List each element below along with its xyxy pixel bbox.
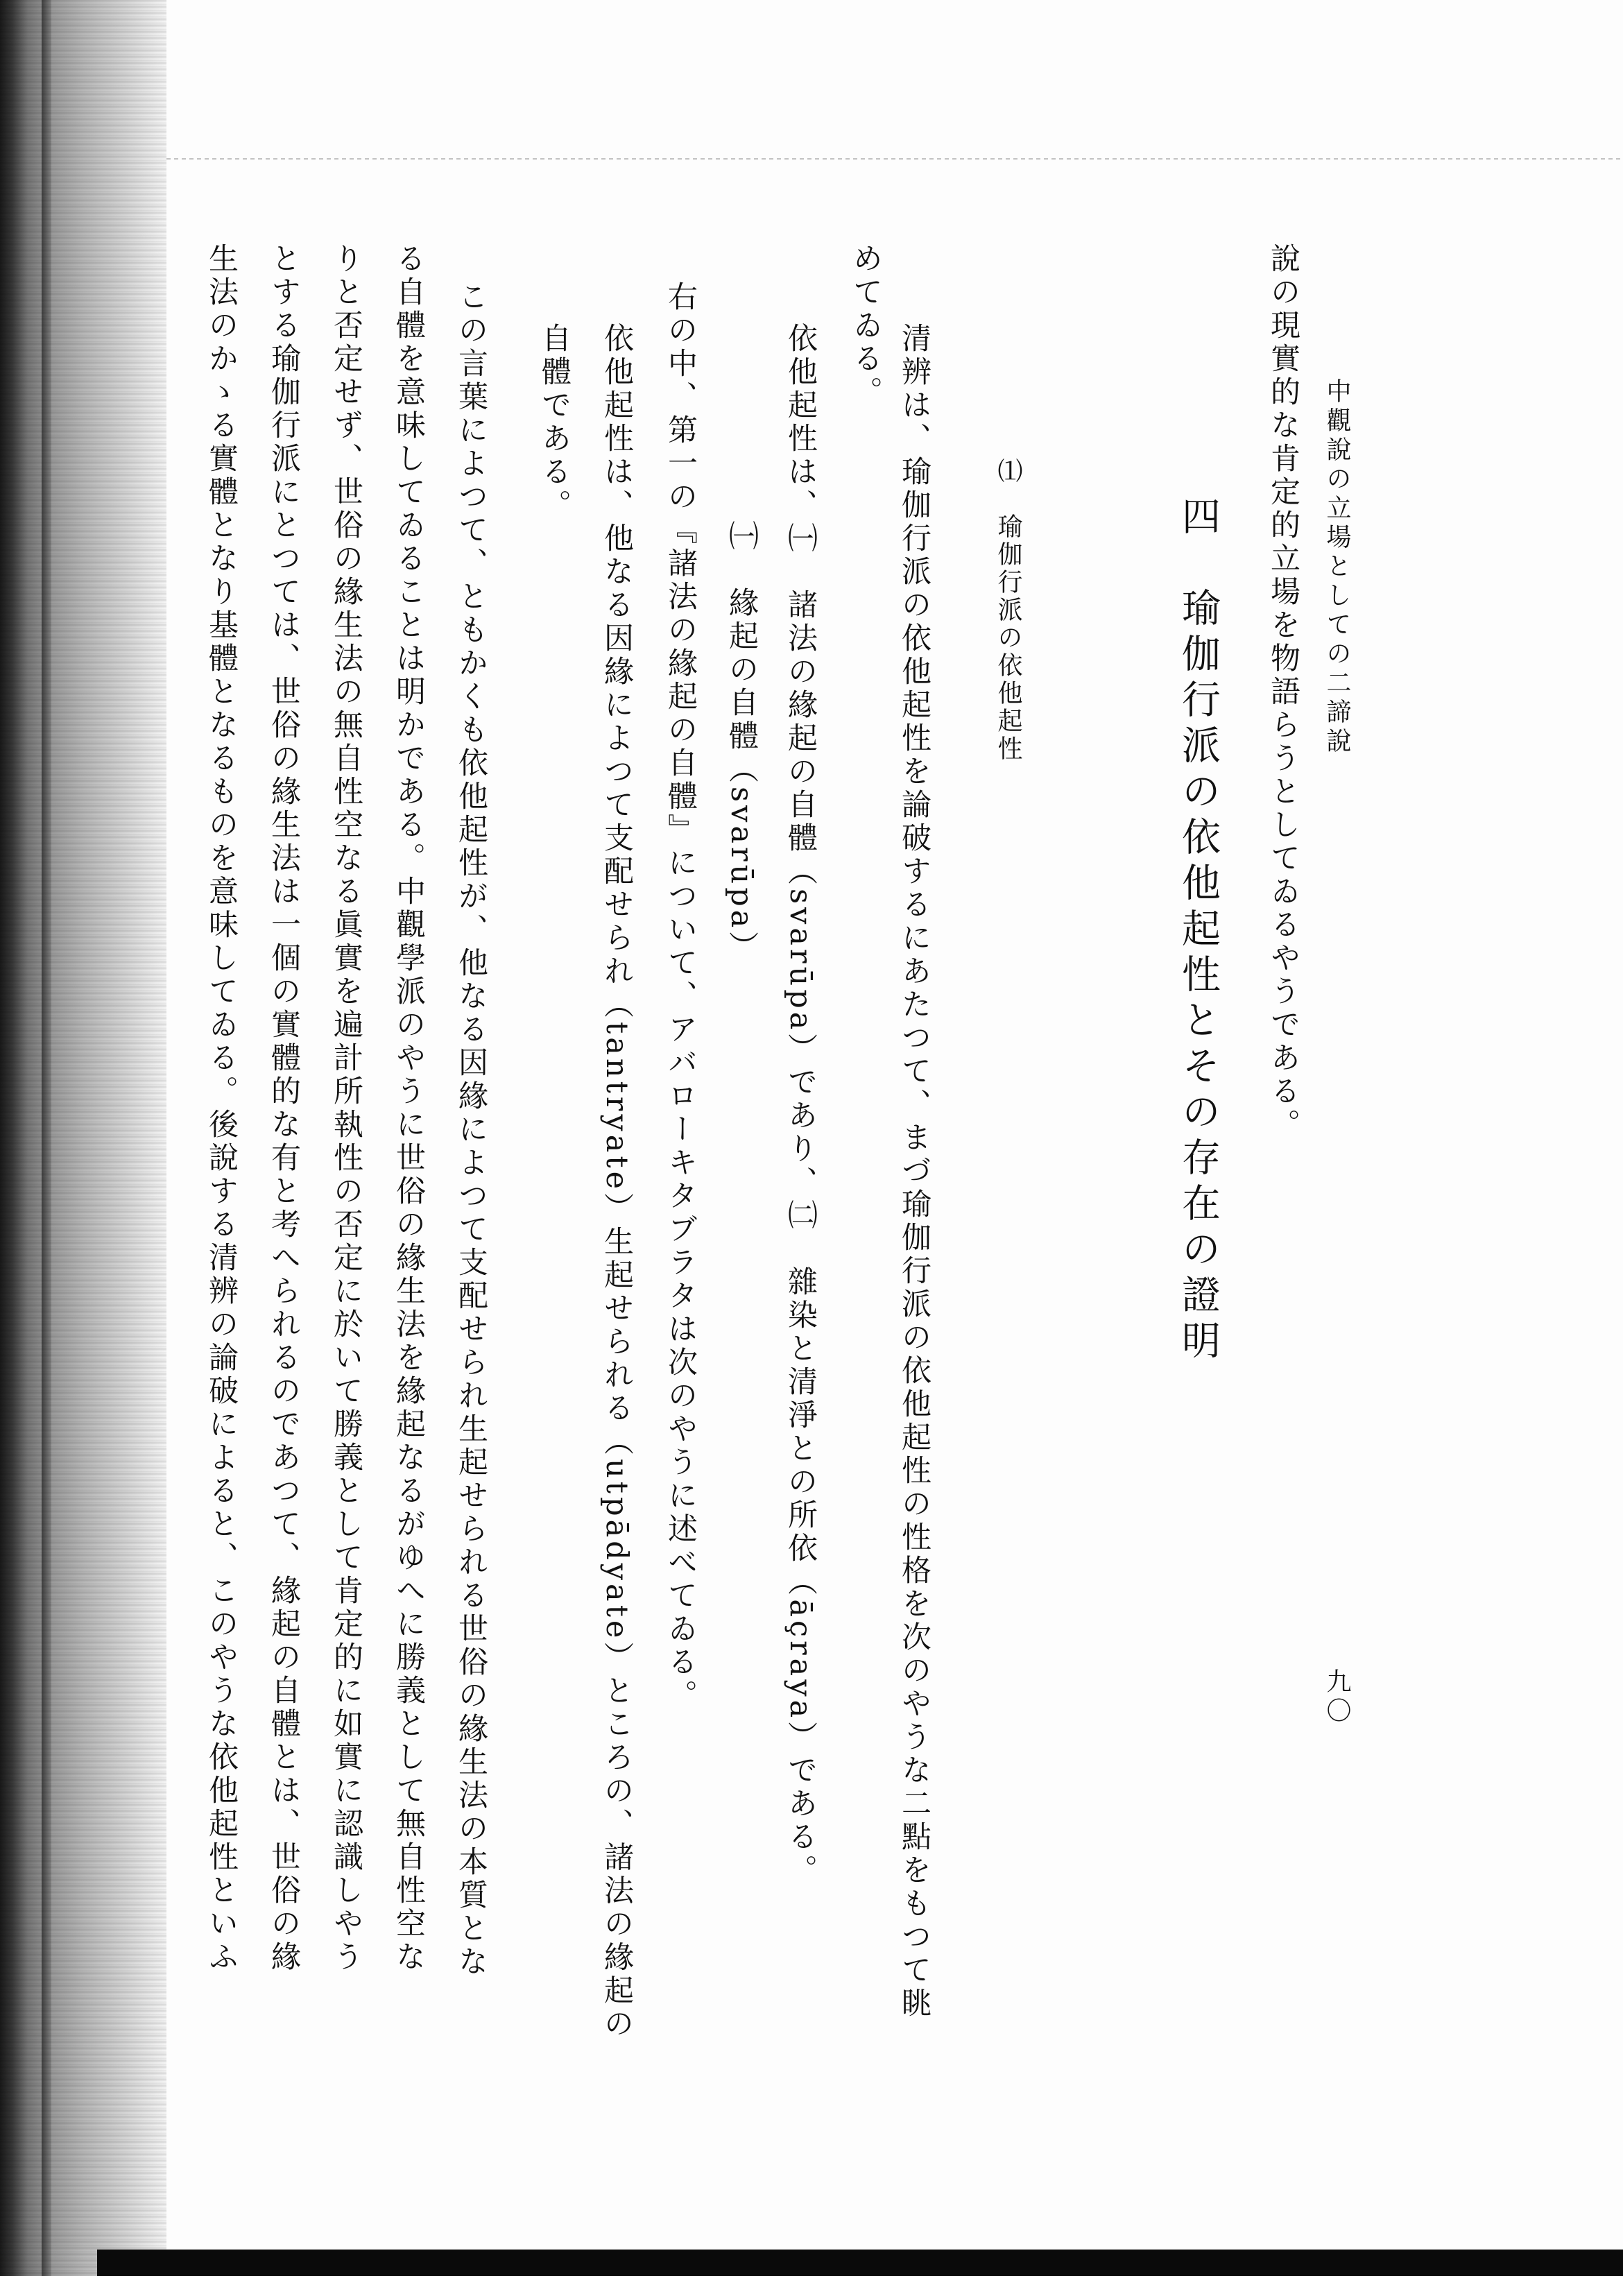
text-line-2: 清辨は、瑜伽行派の依他起性を論破するにあたつて、まづ瑜伽行派の依他起性の性格を次のやうな二點をもつて眺: [897, 323, 931, 2021]
text-line-13: 生法のかゝる實體となり基體となるものを意味してゐる。後說する清辨の論破によると、このやうな依他起性といふ: [204, 243, 239, 1974]
text-line-3: めてゐる。: [848, 243, 883, 409]
text-line-11: りと否定せず、世俗の緣生法の無自性空なる眞實を遍計所執性の否定に於いて勝義として肯定的に如實に認識しやう: [329, 243, 363, 1974]
text-line-12: とする瑜伽行派にとつては、世俗の緣生法は一個の實體的な有と考へられるのであつて、緣起の自體とは、世俗の緣: [266, 243, 301, 1974]
top-scan-rule: [166, 158, 1623, 160]
text-line-7: 依他起性は、他なる因緣によつて支配せられ（tantryate）生起せられる（utpādyate）ところの、諸法の緣起の: [599, 323, 634, 2041]
bottom-margin: [0, 2276, 1623, 2296]
text-line-5: ㈠ 緣起の自體（svarūpa）: [724, 520, 759, 965]
section-title: 四 瑜伽行派の依他起性とその存在の證明: [1176, 496, 1221, 1366]
bottom-scan-bar: [97, 2250, 1623, 2276]
text-line-8: 自體である。: [537, 323, 572, 522]
text-line-4: 依他起性は、㈠ 諸法の緣起の自體（svarūpa）であり、㈡ 雜染と清淨との所依（āçraya）である。: [783, 323, 818, 1888]
text-line-6: 右の中、第一の『諸法の緣起の自體』について、アバローキタブラタは次のやうに述べてゐる。: [663, 281, 698, 1713]
page-number: 九〇: [1323, 1668, 1351, 1727]
subsection-title: ⑴ 瑜伽行派の依他起性: [994, 458, 1022, 763]
running-head: 中觀說の立場としての二諦說: [1323, 378, 1351, 757]
text-line-10: る自體を意味してゐることは明かである。中觀學派のやうに世俗の緣生法を緣起なるがゆへに勝義として無自性空な: [391, 243, 426, 1974]
binding-shadow: [0, 0, 166, 2296]
text-line-1: 說の現實的な肯定的立場を物語らうとしてゐるやうである。: [1266, 243, 1300, 1142]
binding-crease: [42, 0, 51, 2296]
text-line-9: この言葉によつて、ともかくも依他起性が、他なる因緣によつて支配せられ生起せられる世俗の緣生法の本質とな: [454, 281, 488, 1979]
